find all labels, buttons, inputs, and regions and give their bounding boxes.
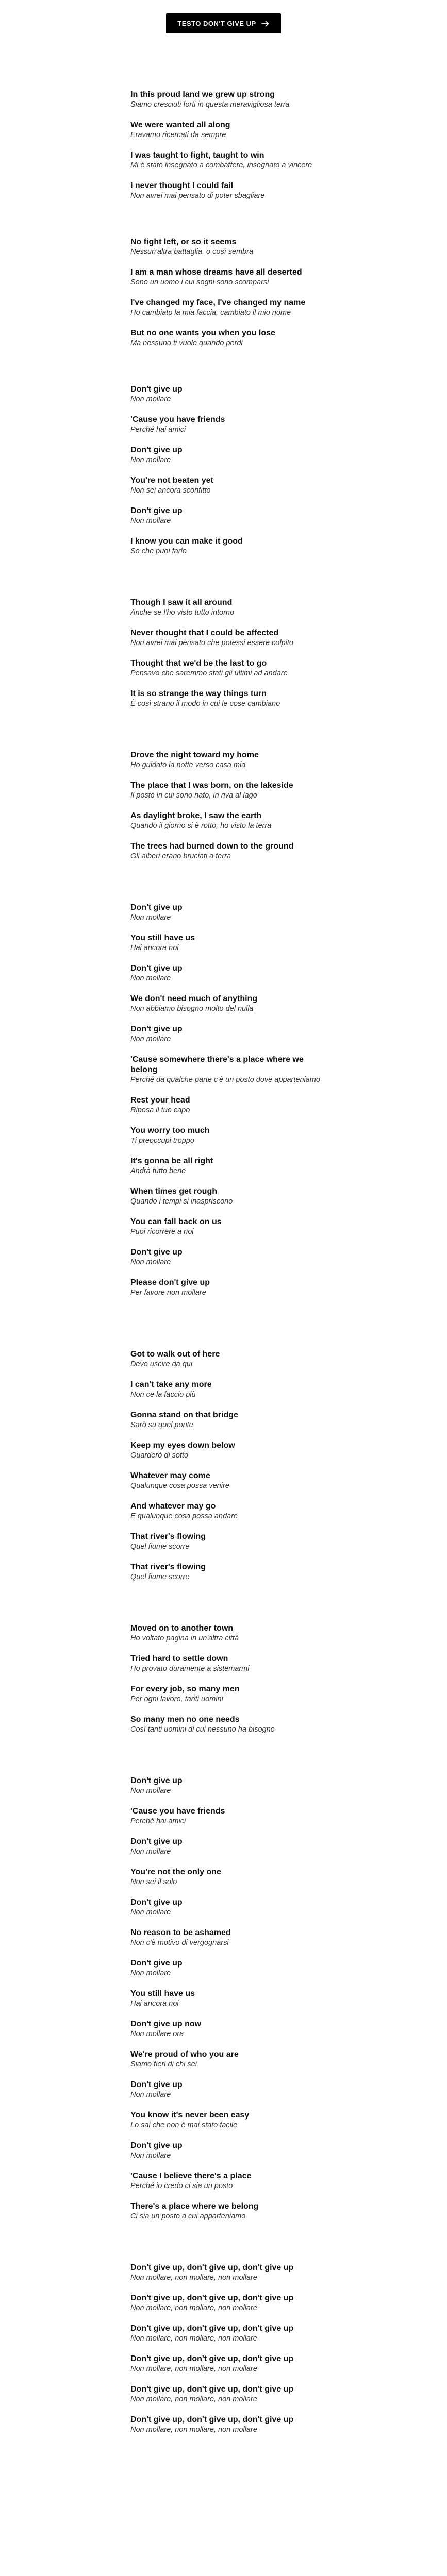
lyric-couplet [130,120,326,140]
lyric-line-english: We're proud of who you are [130,2050,239,2059]
lyric-couplet [130,2293,326,2313]
lyric-line-english: For every job, so many men [130,1685,240,1693]
lyric-line-italian: Ci sia un posto a cui apparteniamo [130,2212,246,2221]
lyric-couplet [130,267,326,287]
lyric-couplet [130,150,326,171]
lyric-couplet [130,445,326,465]
lyrics-stanza [130,750,326,861]
lyric-couplet [130,689,326,709]
lyric-line-italian: Non mollare, non mollare, non mollare [130,2426,257,2434]
lyric-couplet [130,298,326,318]
lyric-line-english: Tried hard to settle down [130,1654,228,1663]
lyric-couplet [130,2019,326,2039]
lyric-line-italian: Ho voltato pagina in un'altra città [130,1634,239,1642]
lyric-line-italian: Non mollare, non mollare, non mollare [130,2395,257,2403]
lyric-couplet [130,476,326,496]
lyric-line-english: Thought that we'd be the last to go [130,659,267,668]
lyric-couplet [130,1867,326,1887]
lyric-line-italian: Il posto in cui sono nato, in riva al lago [130,791,257,800]
lyric-couplet [130,2354,326,2374]
lyric-line-english: Please don't give up [130,1278,210,1287]
lyric-couplet [130,781,326,801]
lyric-line-english: You're not beaten yet [130,476,213,485]
lyric-line-italian: So che puoi farlo [130,547,187,555]
lyric-couplet [130,328,326,348]
lyric-couplet [130,384,326,404]
lyric-line-italian: Puoi ricorrere a noi [130,1228,194,1236]
lyric-couplet [130,2080,326,2100]
lyric-couplet [130,181,326,201]
lyric-line-english: We were wanted all along [130,121,230,129]
lyric-line-italian: Non mollare, non mollare, non mollare [130,2304,257,2312]
lyrics-stanza [130,903,326,1298]
lyric-line-italian: Devo uscire da qui [130,1360,193,1368]
lyric-line-english: Gonna stand on that bridge [130,1411,238,1419]
lyric-couplet [130,2384,326,2404]
lyric-couplet [130,811,326,831]
lyric-line-english: The place that I was born, on the lakeside [130,781,293,790]
lyric-line-english: You're not the only one [130,1868,221,1876]
lyric-couplet [130,1024,326,1044]
lyric-couplet [130,1532,326,1552]
lyric-line-italian: Non mollare [130,517,171,525]
lyric-line-italian: Non c'è motivo di vergognarsi [130,1939,229,1947]
lyric-line-italian: Perché hai amici [130,1817,186,1825]
lyric-line-italian: Siamo fieri di chi sei [130,2060,197,2069]
lyric-line-english: Don't give up, don't give up, don't give up [130,2415,294,2424]
lyric-couplet [130,506,326,526]
lyric-line-italian: Non abbiamo bisogno molto del nulla [130,1005,254,1013]
lyric-line-italian: Riposa il tuo capo [130,1106,190,1114]
lyric-line-english: But no one wants you when you lose [130,329,275,337]
lyric-couplet [130,658,326,679]
lyric-line-english: It is so strange the way things turn [130,689,267,698]
lyric-line-italian: Non sei il solo [130,1878,177,1886]
lyric-couplet [130,2110,326,2130]
lyric-line-english: You still have us [130,1989,195,1998]
lyric-line-italian: E qualunque cosa possa andare [130,1512,238,1520]
lyric-line-italian: Non mollare [130,2151,171,2160]
lyric-line-english: Don't give up [130,1248,183,1257]
lyrics-body [130,48,326,2445]
lyric-line-english: And whatever may go [130,1502,216,1511]
lyric-line-italian: Non avrei mai pensato che potessi essere colpito [130,639,293,647]
lyric-line-italian: Non avrei mai pensato di poter sbagliare [130,192,265,200]
lyric-line-italian: Non mollare, non mollare, non mollare [130,2365,257,2373]
lyric-couplet [130,2049,326,2070]
lyric-line-italian: Anche se l'ho visto tutto intorno [130,608,235,617]
lyric-line-english: Don't give up [130,506,183,515]
lyric-line-italian: Perché hai amici [130,426,186,434]
lyric-couplet [130,1715,326,1735]
lyric-line-english: Never thought that I could be affected [130,629,279,637]
lyric-couplet [130,1055,326,1085]
lyric-line-english: I've changed my face, I've changed my name [130,298,306,307]
lyric-couplet [130,1837,326,1857]
lyric-couplet [130,598,326,618]
lyric-line-italian: Non mollare [130,395,171,403]
lyrics-stanza [130,237,326,348]
lyric-line-english: In this proud land we grew up strong [130,90,275,99]
lyric-line-italian: Per ogni lavoro, tanti uomini [130,1695,223,1703]
lyric-couplet [130,1958,326,1978]
lyric-line-english: No reason to be ashamed [130,1928,231,1937]
lyric-line-italian: Per favore non mollare [130,1289,206,1297]
lyric-line-italian: Non mollare [130,1258,171,1266]
lyrics-title-button[interactable] [166,13,280,33]
lyric-couplet [130,415,326,435]
lyric-line-english: So many men no one needs [130,1715,240,1724]
lyric-line-english: Don't give up [130,903,183,912]
lyric-line-english: That river's flowing [130,1563,206,1571]
lyric-couplet [130,933,326,953]
lyric-line-italian: Ho cambiato la mia faccia, cambiato il mio nome [130,309,291,317]
lyric-line-english: We don't need much of anything [130,994,258,1003]
lyrics-title-button-label: TESTO DON'T GIVE UP [177,20,256,27]
lyric-couplet [130,1654,326,1674]
lyric-line-italian: Non mollare [130,1969,171,1977]
lyric-line-italian: Quando il giorno si è rotto, ho visto la terra [130,822,272,830]
arrow-right-icon [261,21,270,27]
lyric-couplet [130,2415,326,2435]
lyric-couplet [130,2201,326,2222]
lyric-line-italian: Siamo cresciuti forti in questa meravigliosa terra [130,100,290,109]
lyric-couplet [130,994,326,1014]
lyric-couplet [130,903,326,923]
lyric-line-italian: Non mollare ora [130,2030,184,2038]
lyric-line-english: No fight left, or so it seems [130,238,237,246]
lyric-line-english: I can't take any more [130,1380,212,1389]
lyric-couplet [130,2171,326,2191]
lyric-couplet [130,1989,326,2009]
lyric-couplet [130,1349,326,1369]
lyric-line-italian: Andrà tutto bene [130,1167,186,1175]
lyric-couplet [130,1501,326,1521]
lyric-line-english: There's a place where we belong [130,2202,259,2211]
lyric-couplet [130,1440,326,1461]
lyric-line-english: Don't give up, don't give up, don't give up [130,2324,294,2333]
lyric-line-english: You worry too much [130,1126,210,1135]
lyric-couplet [130,536,326,556]
lyric-line-italian: Non ce la faccio più [130,1391,196,1399]
lyric-line-english: Don't give up, don't give up, don't give up [130,2294,294,2302]
lyric-line-italian: Gli alberi erano bruciati a terra [130,852,231,860]
lyric-couplet [130,1126,326,1146]
lyric-couplet [130,1471,326,1491]
lyric-line-english: It's gonna be all right [130,1157,213,1165]
lyrics-stanza [130,1776,326,2222]
lyric-couplet [130,1410,326,1430]
lyric-line-english: Don't give up [130,1776,183,1785]
lyric-line-italian: Quel fiume scorre [130,1543,190,1551]
lyric-line-english: As daylight broke, I saw the earth [130,811,262,820]
lyric-couplet [130,963,326,984]
lyric-couplet [130,1380,326,1400]
lyric-line-italian: Pensavo che saremmo stati gli ultimi ad andare [130,669,288,677]
lyric-line-english: Whatever may come [130,1471,210,1480]
lyric-line-english: Don't give up [130,385,183,394]
lyric-couplet [130,237,326,257]
lyric-line-italian: Non sei ancora sconfitto [130,486,211,495]
lyric-line-italian: Lo sai che non è mai stato facile [130,2121,238,2129]
lyric-line-italian: Non mollare, non mollare, non mollare [130,2334,257,2343]
lyric-line-italian: Ho provato duramente a sistemarmi [130,1665,250,1673]
lyric-couplet [130,1562,326,1582]
lyric-line-english: Don't give up [130,1837,183,1846]
lyrics-stanza [130,598,326,709]
lyric-line-italian: Perché io credo ci sia un posto [130,2182,233,2190]
lyric-couplet [130,1806,326,1826]
lyric-line-english: Drove the night toward my home [130,751,259,759]
lyric-line-italian: Non mollare [130,456,171,464]
lyric-line-italian: Mi è stato insegnato a combattere, insegnato a vincere [130,161,312,170]
lyric-line-italian: Così tanti uomini di cui nessuno ha bisogno [130,1725,275,1734]
lyric-line-english: Don't give up [130,1898,183,1907]
lyric-line-italian: Ma nessuno ti vuole quando perdi [130,339,243,347]
lyric-line-italian: Hai ancora noi [130,1999,179,2008]
lyric-line-english: The trees had burned down to the ground [130,842,294,851]
lyric-couplet [130,1776,326,1796]
lyric-couplet [130,1623,326,1643]
lyric-line-italian: Guarderò di sotto [130,1451,189,1460]
lyric-line-english: When times get rough [130,1187,217,1196]
lyric-couplet [130,1684,326,1704]
lyric-line-english: 'Cause I believe there's a place [130,2172,252,2180]
lyric-line-italian: Qualunque cosa possa venire [130,1482,229,1490]
lyric-couplet [130,1156,326,1176]
lyric-line-english: 'Cause somewhere there's a place where we belong [130,1055,304,1074]
lyric-line-italian: Non mollare [130,1848,171,1856]
lyric-line-italian: Non mollare [130,974,171,982]
lyric-line-english: You can fall back on us [130,1217,222,1226]
lyric-line-italian: È così strano il modo in cui le cose cambiano [130,700,280,708]
lyric-line-english: Don't give up [130,1959,183,1968]
lyric-line-italian: Quando i tempi si inaspriscono [130,1197,233,1206]
lyric-couplet [130,750,326,770]
lyric-line-italian: Quel fiume scorre [130,1573,190,1581]
lyric-line-italian: Ho guidato la notte verso casa mia [130,761,246,769]
lyric-line-english: Don't give up [130,964,183,973]
lyric-line-english: Don't give up, don't give up, don't give up [130,2263,294,2272]
lyric-line-italian: Sono un uomo i cui sogni sono scomparsi [130,278,269,286]
lyric-line-italian: Non mollare [130,2091,171,2099]
lyrics-stanza [130,1623,326,1735]
lyric-line-english: I am a man whose dreams have all deserted [130,268,302,277]
lyric-line-italian: Nessun'altra battaglia, o così sembra [130,248,254,256]
lyric-line-english: Don't give up now [130,2020,202,2028]
lyric-line-english: 'Cause you have friends [130,415,225,424]
lyrics-stanza [130,90,326,201]
lyric-couplet [130,1217,326,1237]
lyric-couplet [130,1247,326,1267]
lyric-line-english: Moved on to another town [130,1624,234,1633]
lyric-line-english: You know it's never been easy [130,2111,250,2120]
lyrics-stanza [130,1349,326,1582]
lyric-line-italian: Non mollare [130,1787,171,1795]
lyric-line-english: Keep my eyes down below [130,1441,235,1450]
lyric-couplet [130,1278,326,1298]
lyric-line-english: Got to walk out of here [130,1350,220,1359]
lyric-line-english: 'Cause you have friends [130,1807,225,1816]
lyric-line-english: Though I saw it all around [130,598,233,607]
lyric-line-english: You still have us [130,934,195,942]
lyric-line-english: Don't give up [130,446,183,454]
lyric-line-english: Don't give up, don't give up, don't give up [130,2354,294,2363]
lyric-couplet [130,90,326,110]
lyric-couplet [130,841,326,861]
lyric-line-italian: Non mollare [130,913,171,922]
lyric-couplet [130,1187,326,1207]
lyric-couplet [130,2141,326,2161]
lyric-line-italian: Non mollare [130,1908,171,1917]
lyric-couplet [130,1897,326,1918]
lyric-line-english: Rest your head [130,1096,190,1105]
lyric-line-english: That river's flowing [130,1532,206,1541]
lyric-line-italian: Ti preoccupi troppo [130,1137,194,1145]
lyric-couplet [130,1095,326,1115]
lyric-couplet [130,628,326,648]
lyric-line-english: I never thought I could fail [130,181,234,190]
lyric-line-italian: Non mollare, non mollare, non mollare [130,2274,257,2282]
lyric-line-italian: Sarò su quel ponte [130,1421,193,1429]
lyric-couplet [130,1928,326,1948]
lyric-line-english: Don't give up [130,2141,183,2150]
lyric-line-english: Don't give up [130,2080,183,2089]
lyric-line-english: I know you can make it good [130,537,243,546]
lyric-line-italian: Perché da qualche parte c'è un posto dove apparteniamo [130,1076,320,1084]
lyric-line-italian: Non mollare [130,1035,171,1043]
top-button-wrapper [0,13,447,33]
lyric-line-english: Don't give up [130,1025,183,1033]
lyrics-stanza [130,2263,326,2435]
lyric-line-italian: Hai ancora noi [130,944,179,952]
lyric-line-english: Don't give up, don't give up, don't give up [130,2385,294,2394]
lyric-couplet [130,2263,326,2283]
lyric-couplet [130,2324,326,2344]
lyric-line-italian: Eravamo ricercati da sempre [130,131,226,139]
lyrics-stanza [130,384,326,556]
lyric-line-english: I was taught to fight, taught to win [130,151,264,160]
